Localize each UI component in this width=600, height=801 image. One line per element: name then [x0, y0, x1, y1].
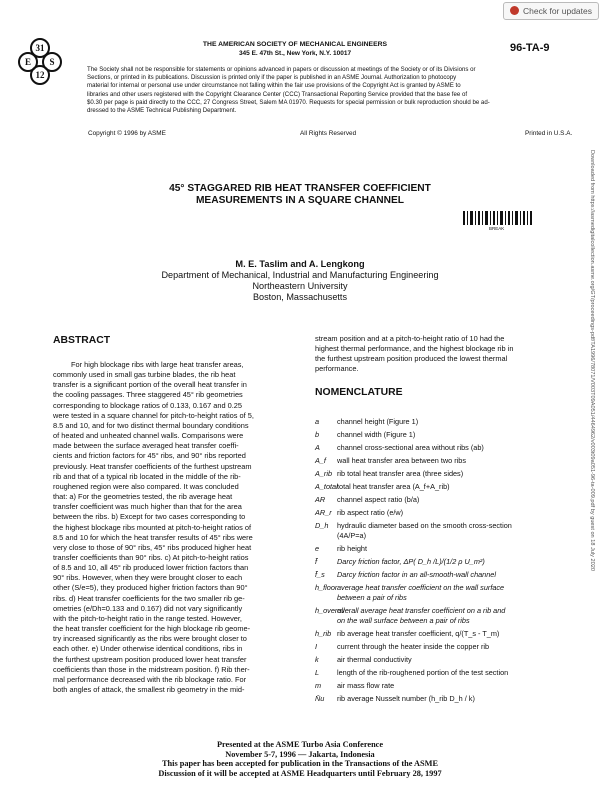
nomenclature-item — [315, 521, 580, 544]
copyright: Copyright © 1996 by ASME — [88, 130, 166, 137]
affiliation-line: Department of Mechanical, Industrial and Manufacturing Engineering — [161, 270, 439, 280]
nomenclature-definition: total heat transfer area (A_f+A_rib) — [337, 482, 450, 491]
paper-title — [100, 183, 500, 207]
abstract-line: cients and friction factors for 45° ribs, and 90° ribs reported — [53, 451, 246, 461]
abstract-body — [53, 360, 297, 695]
nomenclature-symbol: f̄ — [315, 557, 318, 566]
nomenclature-heading: NOMENCLATURE — [315, 387, 403, 398]
disclaimer-line: The Society shall not be responsible for statements or opinions advanced in papers or discussion at meetings of the Society or of its Divisions or — [87, 66, 476, 73]
nomenclature-definition: air mass flow rate — [337, 681, 395, 690]
nomenclature-item — [315, 469, 580, 482]
nomenclature-symbol: L — [315, 668, 320, 677]
download-stamp: Downloaded from https://asmedigitalcollection.asme.org/GT/proceedings-pdf/TA1996/78071/V003T09A051/4464962/v003t09a051-96-ta-009.pdf by guest on 18 July 2020 — [589, 150, 595, 571]
printed-in: Printed in U.S.A. — [525, 130, 573, 137]
nomenclature-definition: rib aspect ratio (e/w) — [337, 508, 404, 517]
abstract-line: both angles of attack, the smallest rib geometry in the mid- — [53, 685, 245, 694]
nomenclature-item — [315, 642, 580, 655]
nomenclature-item — [315, 606, 580, 629]
abstract-line: the cooling passages. Three staggered 45° rib geometries — [53, 390, 243, 400]
nomenclature-symbol: m — [315, 681, 322, 690]
nomenclature-symbol: a — [315, 417, 320, 426]
affiliation-line: Northeastern University — [252, 280, 348, 291]
svg-text:S: S — [49, 57, 55, 67]
abstract-line: the highest blockage ribs mounted at pitch-to-height ratios of — [53, 522, 252, 532]
abstract-line: transfer coefficient was much higher than that for the area — [53, 502, 242, 512]
nomenclature-definition: wall heat transfer area between two ribs — [337, 456, 466, 465]
abstract-line: try increased significantly as the ribs were brought closer to — [53, 634, 247, 644]
nomenclature-symbol: A — [315, 443, 320, 452]
nomenclature-item — [315, 482, 580, 495]
disclaimer-line: dressed to the ASME Technical Publishing Department. — [87, 107, 237, 115]
nomenclature-definition: rib average heat transfer coefficient, q/(T_s - T_m) — [337, 629, 500, 638]
nomenclature-item — [315, 508, 580, 521]
nomenclature-definition: channel width (Figure 1) — [337, 430, 416, 439]
abstract-line: between the ribs. b) Except for two cases corresponding to — [53, 512, 246, 522]
nomenclature-item — [315, 495, 580, 508]
disclaimer-line: material for internal or personal use under circumstance not falling within the fair use provisions of the Copyright Act is granted by ASME to — [87, 82, 461, 90]
nomenclature-definition: current through the heater inside the copper rib — [337, 642, 490, 651]
abstract-line: with the pitch-to-height ratio in the range tested. However, — [53, 613, 242, 623]
nomenclature-item — [315, 570, 580, 583]
abstract-line: stream position and at a pitch-to-height ratio of 10 had the — [315, 334, 505, 343]
svg-text:12: 12 — [35, 70, 45, 80]
nomenclature-definition: channel aspect ratio (b/a) — [337, 495, 420, 504]
nomenclature-definition: Darcy friction factor, ΔP( D_h /L)/(1/2 ρ U_m²) — [337, 557, 485, 566]
abstract-line: were tested in a square channel for pitch-to-height ratios of 5, — [53, 410, 254, 420]
nomenclature-symbol: I — [315, 642, 318, 651]
svg-text:31: 31 — [35, 43, 45, 53]
abstract-line: commonly used in small gas turbine blades, the rib heat — [53, 370, 236, 380]
abstract-line: of heated and unheated channel walls. Comparisons were — [53, 431, 244, 441]
abstract-line: ometries (e/Dh=0.133 and 0.167) did not vary significantly — [53, 603, 243, 613]
nomenclature-symbol: A_rib — [315, 469, 333, 478]
nomenclature-definition: channel height (Figure 1) — [337, 417, 419, 426]
nomenclature-symbol: k — [315, 655, 319, 664]
nomenclature-definition-cont: between a pair of ribs — [337, 593, 407, 602]
nomenclature-symbol: h_overall — [315, 606, 345, 615]
abstract-line: performance. — [315, 364, 359, 374]
abstract-line: 8.5 and 10, and for two distinct thermal boundary conditions — [53, 420, 249, 430]
abstract-line: that: a) For the geometries tested, the rib average heat — [53, 492, 233, 502]
nomenclature-symbol: b — [315, 430, 320, 439]
abstract-line: previously. Heat transfer coefficients of the furthest upstream — [53, 461, 252, 471]
nomenclature-symbol: AR — [315, 495, 326, 504]
nomenclature-symbol: f̄_s — [315, 570, 325, 579]
disclaimer-line: $0.30 per page is paid directly to the CCC, 27 Congress Street, Salem MA 01970. Requests for special permission or bulk reproduction should be ad- — [87, 98, 490, 106]
abstract-line: coefficients than those in the midstream position. f) Rib ther- — [53, 664, 250, 674]
nomenclature-definition: average heat transfer coefficient on the wall surface — [337, 583, 505, 592]
affiliation-line: Boston, Massachusetts — [252, 291, 347, 302]
disclaimer-line: libraries and other users registered with the Copyright Clearance Center (CCC) Transactional Reporting Service provided that the base fee of — [87, 90, 468, 98]
nomenclature-definition: channel cross-sectional area without ribs (ab) — [337, 443, 484, 452]
abstract-line: 90° ribs. However, when they were brought closer to each — [53, 573, 243, 583]
asme-logo-icon — [12, 30, 68, 90]
abstract-continuation — [315, 334, 561, 375]
nomenclature-symbol: h_rib — [315, 629, 332, 638]
abstract-line: roughened region were also compared. It was concluded — [53, 481, 239, 491]
nomenclature-symbol: h_floor — [315, 583, 338, 592]
society-address: 345 E. 47th St., New York, N.Y. 10017 — [238, 50, 352, 57]
authors: M. E. Taslim and A. Lengkong — [235, 259, 365, 269]
disclaimer-line: Sections, or printed in its publications. Discussion is printed only if the paper is published in an ASME Journal. Authorization to photocopy — [87, 74, 457, 82]
abstract-line: transfer coefficients than 90° ribs. c) At pitch-to-height ratios — [53, 552, 249, 562]
nomenclature-definition: rib average Nusselt number (h_rib D_h / k) — [337, 694, 475, 703]
abstract-line: other (S/e=5), they produced higher friction factors than 90° — [53, 583, 248, 593]
nomenclature-symbol: A_total — [315, 482, 338, 491]
title-line: 45° STAGGARED RIB HEAT TRANSFER COEFFICIENT — [169, 183, 431, 194]
footer-line: Presented at the ASME Turbo Asia Conference — [216, 740, 384, 749]
check-for-updates-button[interactable] — [503, 2, 599, 20]
paper-number: 96-TA-9 — [510, 42, 550, 54]
nomenclature-item — [315, 694, 580, 707]
nomenclature-definition: Darcy friction factor in an all-smooth-wall channel — [337, 570, 496, 579]
barcode-label: BREAK — [489, 226, 505, 231]
nomenclature-definition: overall average heat transfer coefficient on a rib and — [337, 606, 506, 615]
footer-line: November 5-7, 1996 — Jakarta, Indonesia — [225, 749, 375, 759]
footer — [0, 740, 600, 778]
abstract-line: transfer is a significant portion of the overall heat transfer in — [53, 380, 247, 390]
nomenclature-item — [315, 544, 580, 557]
nomenclature-item — [315, 629, 580, 642]
abstract-line: rib and that of a typical rib located in the middle of the rib- — [53, 471, 241, 481]
abstract-line: each other. e) Under otherwise identical conditions, ribs in — [53, 644, 243, 654]
nomenclature-symbol: N̄u — [315, 694, 325, 703]
nomenclature-definition-cont: on the wall surface between a pair of ribs — [337, 616, 470, 625]
disclaimer — [87, 66, 583, 115]
abstract-line: the furthest upstream position produced lower heat transfer — [53, 654, 247, 664]
nomenclature-item — [315, 668, 580, 681]
abstract-line: highest thermal performance, and the highest blockage rib in — [315, 344, 514, 354]
abstract-line: the heat transfer coefficient for the high blockage rib geome- — [53, 624, 251, 634]
nomenclature-definition: hydraulic diameter based on the smooth cross-section — [337, 521, 512, 530]
abstract-line: 8.5 and 10 for which the heat transfer results of 45° ribs were — [53, 532, 253, 542]
nomenclature-item — [315, 655, 580, 668]
abstract-line: made between the surface averaged heat transfer coeffi- — [53, 441, 239, 451]
abstract-line: ribs. d) Heat transfer coefficients for the two smaller rib ge- — [53, 593, 245, 603]
nomenclature-symbol: D_h — [315, 521, 329, 530]
abstract-line: of 8.5 and 10, all 45° rib produced lower friction factors than — [53, 563, 249, 573]
nomenclature-definition-cont: (4A/P=a) — [337, 531, 366, 540]
nomenclature-list — [315, 417, 580, 707]
nomenclature-item — [315, 681, 580, 694]
rights-reserved: All Rights Reserved — [300, 130, 357, 137]
check-for-updates-label: Check for updates — [523, 6, 592, 16]
footer-line: Discussion of it will be accepted at ASME Headquarters until February 28, 1997 — [158, 768, 442, 778]
nomenclature-definition: rib height — [337, 544, 368, 553]
nomenclature-item — [315, 557, 580, 570]
nomenclature-definition: rib total heat transfer area (three sides) — [337, 469, 464, 478]
update-badge-icon — [510, 6, 519, 15]
abstract-line: corresponding to blockage ratios of 0.133, 0.167 and 0.25 — [53, 400, 243, 410]
abstract-line: the furthest upstream position produced the lowest thermal — [315, 354, 508, 364]
footer-line: This paper has been accepted for publication in the Transactions of the ASME — [162, 759, 438, 769]
svg-text:E: E — [24, 57, 32, 67]
title-line: MEASUREMENTS IN A SQUARE CHANNEL — [195, 195, 405, 206]
nomenclature-item — [315, 583, 580, 606]
abstract-line: For high blockage ribs with large heat transfer areas, — [71, 360, 244, 369]
affiliation — [100, 270, 500, 302]
abstract-line: mal performance decreased with the rib blockage ratio. For — [53, 674, 247, 684]
nomenclature-item — [315, 443, 580, 456]
abstract-line: very close to those of 90° ribs, 45° ribs produced higher heat — [53, 542, 252, 552]
nomenclature-item — [315, 430, 580, 443]
nomenclature-symbol: A_f — [315, 456, 326, 465]
society-name: THE AMERICAN SOCIETY OF MECHANICAL ENGINEERS — [202, 41, 388, 48]
nomenclature-item — [315, 456, 580, 469]
nomenclature-symbol: e — [315, 544, 320, 553]
nomenclature-symbol: AR_r — [315, 508, 332, 517]
nomenclature-item — [315, 417, 580, 430]
nomenclature-definition: air thermal conductivity — [337, 655, 412, 664]
nomenclature-definition: length of the rib-roughened portion of the test section — [337, 668, 509, 677]
abstract-heading: ABSTRACT — [53, 335, 111, 346]
